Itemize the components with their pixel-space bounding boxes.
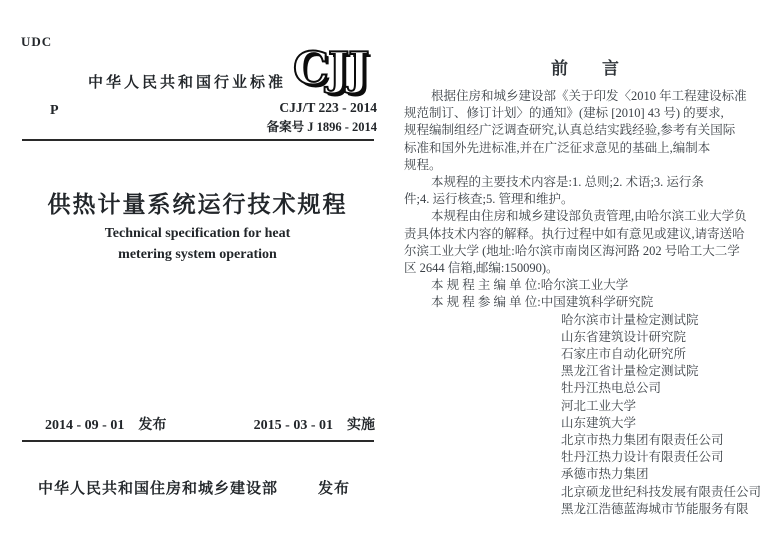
preface-page	[402, 0, 768, 552]
publisher-issue-label: 发布	[317, 481, 350, 497]
cover-title-cn: 供热计量系统运行技术规程	[47, 192, 348, 217]
publisher-row	[38, 477, 350, 498]
preface-title: 前 言	[551, 59, 619, 78]
participant-org: 山东省建筑设计研究院	[561, 329, 687, 344]
date-row	[45, 414, 375, 434]
participant-org: 北京市热力集团有限责任公司	[561, 433, 724, 448]
publisher-name: 中华人民共和国住房和城乡建设部	[38, 481, 279, 497]
participant-org: 石家庄市自动化研究所	[561, 347, 687, 362]
udc-label: UDC	[21, 34, 53, 49]
participant-org: 北京硕龙世纪科技发展有限责任公司	[561, 484, 762, 499]
participant-org: 牡丹江热力设计有限责任公司	[561, 450, 724, 465]
preface-line: 责具体技术内容的解释。执行过程中如有意见或建议,请寄送哈	[404, 226, 745, 241]
preface-body	[404, 88, 768, 518]
preface-line-chief-editor: 本 规 程 主 编 单 位:哈尔滨工业大学	[431, 278, 629, 293]
participant-org: 哈尔滨市计量检定测试院	[561, 312, 699, 327]
issue-date-group	[45, 414, 166, 434]
impl-date: 2015 - 03 - 01	[253, 418, 333, 433]
standard-number: CJJ/T 223 - 2014	[279, 100, 377, 115]
issue-label: 发布	[138, 418, 167, 433]
preface-line: 尔滨工业大学 (地址:哈尔滨市南岗区海河路 202 号哈工大二学	[404, 243, 740, 258]
participant-org: 黑龙江浩德蓝海城市节能服务有限	[561, 501, 749, 516]
preface-line: 件;4. 运行核查;5. 管理和维护。	[404, 192, 574, 207]
participant-org: 黑龙江省计量检定测试院	[561, 364, 699, 379]
preface-line: 规范制订、修订计划〉的通知》(建标 [2010] 43 号) 的要求,	[404, 106, 724, 121]
participant-org: 承德市热力集团	[561, 467, 649, 482]
preface-line: 规程编制组经广泛调查研究,认真总结实践经验,参考有关国际	[404, 123, 736, 138]
impl-date-group	[254, 414, 375, 434]
issue-date: 2014 - 09 - 01	[45, 418, 125, 433]
participant-org: 河北工业大学	[561, 398, 637, 413]
header-rule	[22, 139, 374, 141]
footer-rule	[22, 440, 374, 442]
preface-line: 区 2644 信箱,邮编:150090)。	[404, 261, 559, 276]
record-number: 备案号 J 1896 - 2014	[266, 120, 377, 134]
participant-org: 山东建筑大学	[561, 415, 637, 430]
cover-title-en-line1: Technical specification for heat	[104, 226, 291, 241]
preface-line: 规程。	[404, 157, 442, 172]
impl-label: 实施	[347, 418, 375, 433]
participant-org: 牡丹江热电总公司	[561, 381, 662, 396]
cover-title-en-line2: metering system operation	[118, 247, 277, 262]
doc-class-label: P	[50, 103, 59, 118]
preface-line: 根据住房和城乡建设部《关于印发〈2010 年工程建设标准	[431, 89, 747, 103]
standard-category-title: 中华人民共和国行业标准	[88, 75, 287, 91]
cjj-logo: CJJ	[293, 42, 369, 95]
preface-line: 本规程的主要技术内容是:1. 总则;2. 术语;3. 运行条	[431, 175, 704, 190]
preface-line: 本规程由住房和城乡建设部负责管理,由哈尔滨工业大学负	[431, 209, 747, 224]
preface-line: 标准和国外先进标准,并在广泛征求意见的基础上,编制本	[404, 140, 711, 155]
preface-line-participants: 本 规 程 参 编 单 位:中国建筑科学研究院	[431, 295, 654, 310]
